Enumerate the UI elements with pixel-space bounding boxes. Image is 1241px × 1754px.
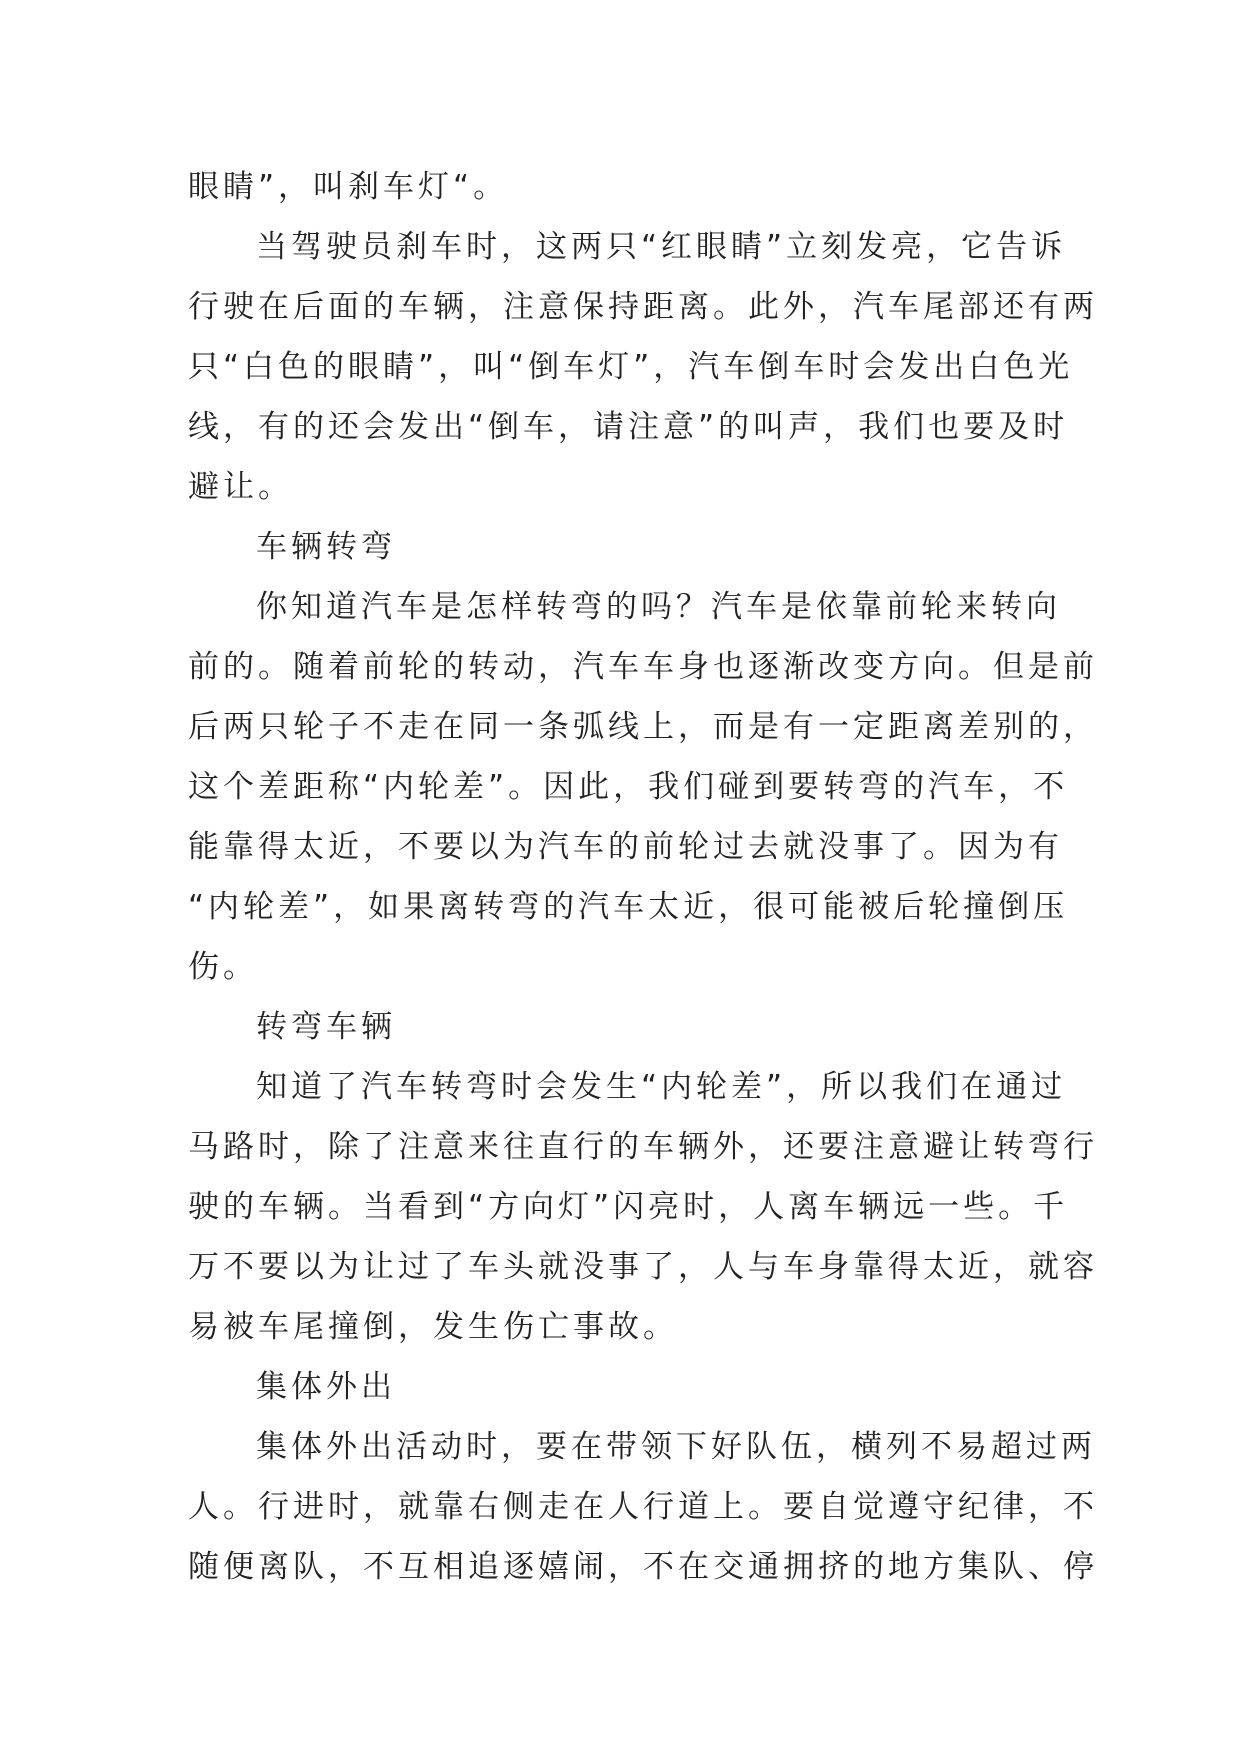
- paragraph-line: 只“白色的眼睛”，叫“倒车灯”，汽车倒车时会发出白色光: [188, 349, 1074, 385]
- paragraph-line: 万不要以为让过了车头就没事了，人与车身靠得太近，就容: [188, 1249, 1098, 1285]
- paragraph-line: 线，有的还会发出“倒车，请注意”的叫声，我们也要及时: [188, 409, 1069, 445]
- paragraph-line: 前的。随着前轮的转动，汽车车身也逐渐改变方向。但是前: [188, 649, 1098, 685]
- paragraph-line: 驶的车辆。当看到“方向灯”闪亮时，人离车辆远一些。千: [188, 1189, 1069, 1225]
- section-heading: 车辆转弯: [256, 529, 396, 565]
- section-heading: 集体外出: [256, 1369, 396, 1405]
- paragraph-line: 眼睛”，叫刹车灯“。: [188, 169, 509, 205]
- section-heading: 转弯车辆: [256, 1009, 396, 1045]
- paragraph-line: 马路时，除了注意来往直行的车辆外，还要注意避让转弯行: [188, 1129, 1098, 1165]
- paragraph-line: “内轮差”，如果离转弯的汽车太近，很可能被后轮撞倒压: [188, 889, 1069, 925]
- body-text: [188, 157, 1098, 1597]
- paragraph-line: 集体外出活动时，要在带领下好队伍，横列不易超过两: [256, 1429, 1096, 1465]
- paragraph-line: 这个差距称“内轮差”。因此，我们碰到要转弯的汽车，不: [188, 769, 1069, 805]
- paragraph-line: 行驶在后面的车辆，注意保持距离。此外，汽车尾部还有两: [188, 289, 1098, 325]
- paragraph-line: 人。行进时，就靠右侧走在人行道上。要自觉遵守纪律，不: [188, 1489, 1098, 1525]
- paragraph-line: 当驾驶员刹车时，这两只“红眼睛”立刻发亮，它告诉: [256, 229, 1067, 265]
- paragraph-line: 易被车尾撞倒，发生伤亡事故。: [188, 1309, 678, 1345]
- paragraph-line: 避让。: [188, 469, 293, 505]
- paragraph-line: 知道了汽车转弯时会发生“内轮差”，所以我们在通过: [256, 1069, 1067, 1105]
- paragraph-line: 后两只轮子不走在同一条弧线上，而是有一定距离差别的，: [188, 709, 1098, 745]
- paragraph-line: 能靠得太近，不要以为汽车的前轮过去就没事了。因为有: [188, 829, 1063, 865]
- paragraph-line: 你知道汽车是怎样转弯的吗？汽车是依靠前轮来转向: [256, 589, 1061, 625]
- paragraph-line: 随便离队，不互相追逐嬉闹，不在交通拥挤的地方集队、停: [188, 1549, 1098, 1585]
- paragraph-line: 伤。: [188, 949, 258, 985]
